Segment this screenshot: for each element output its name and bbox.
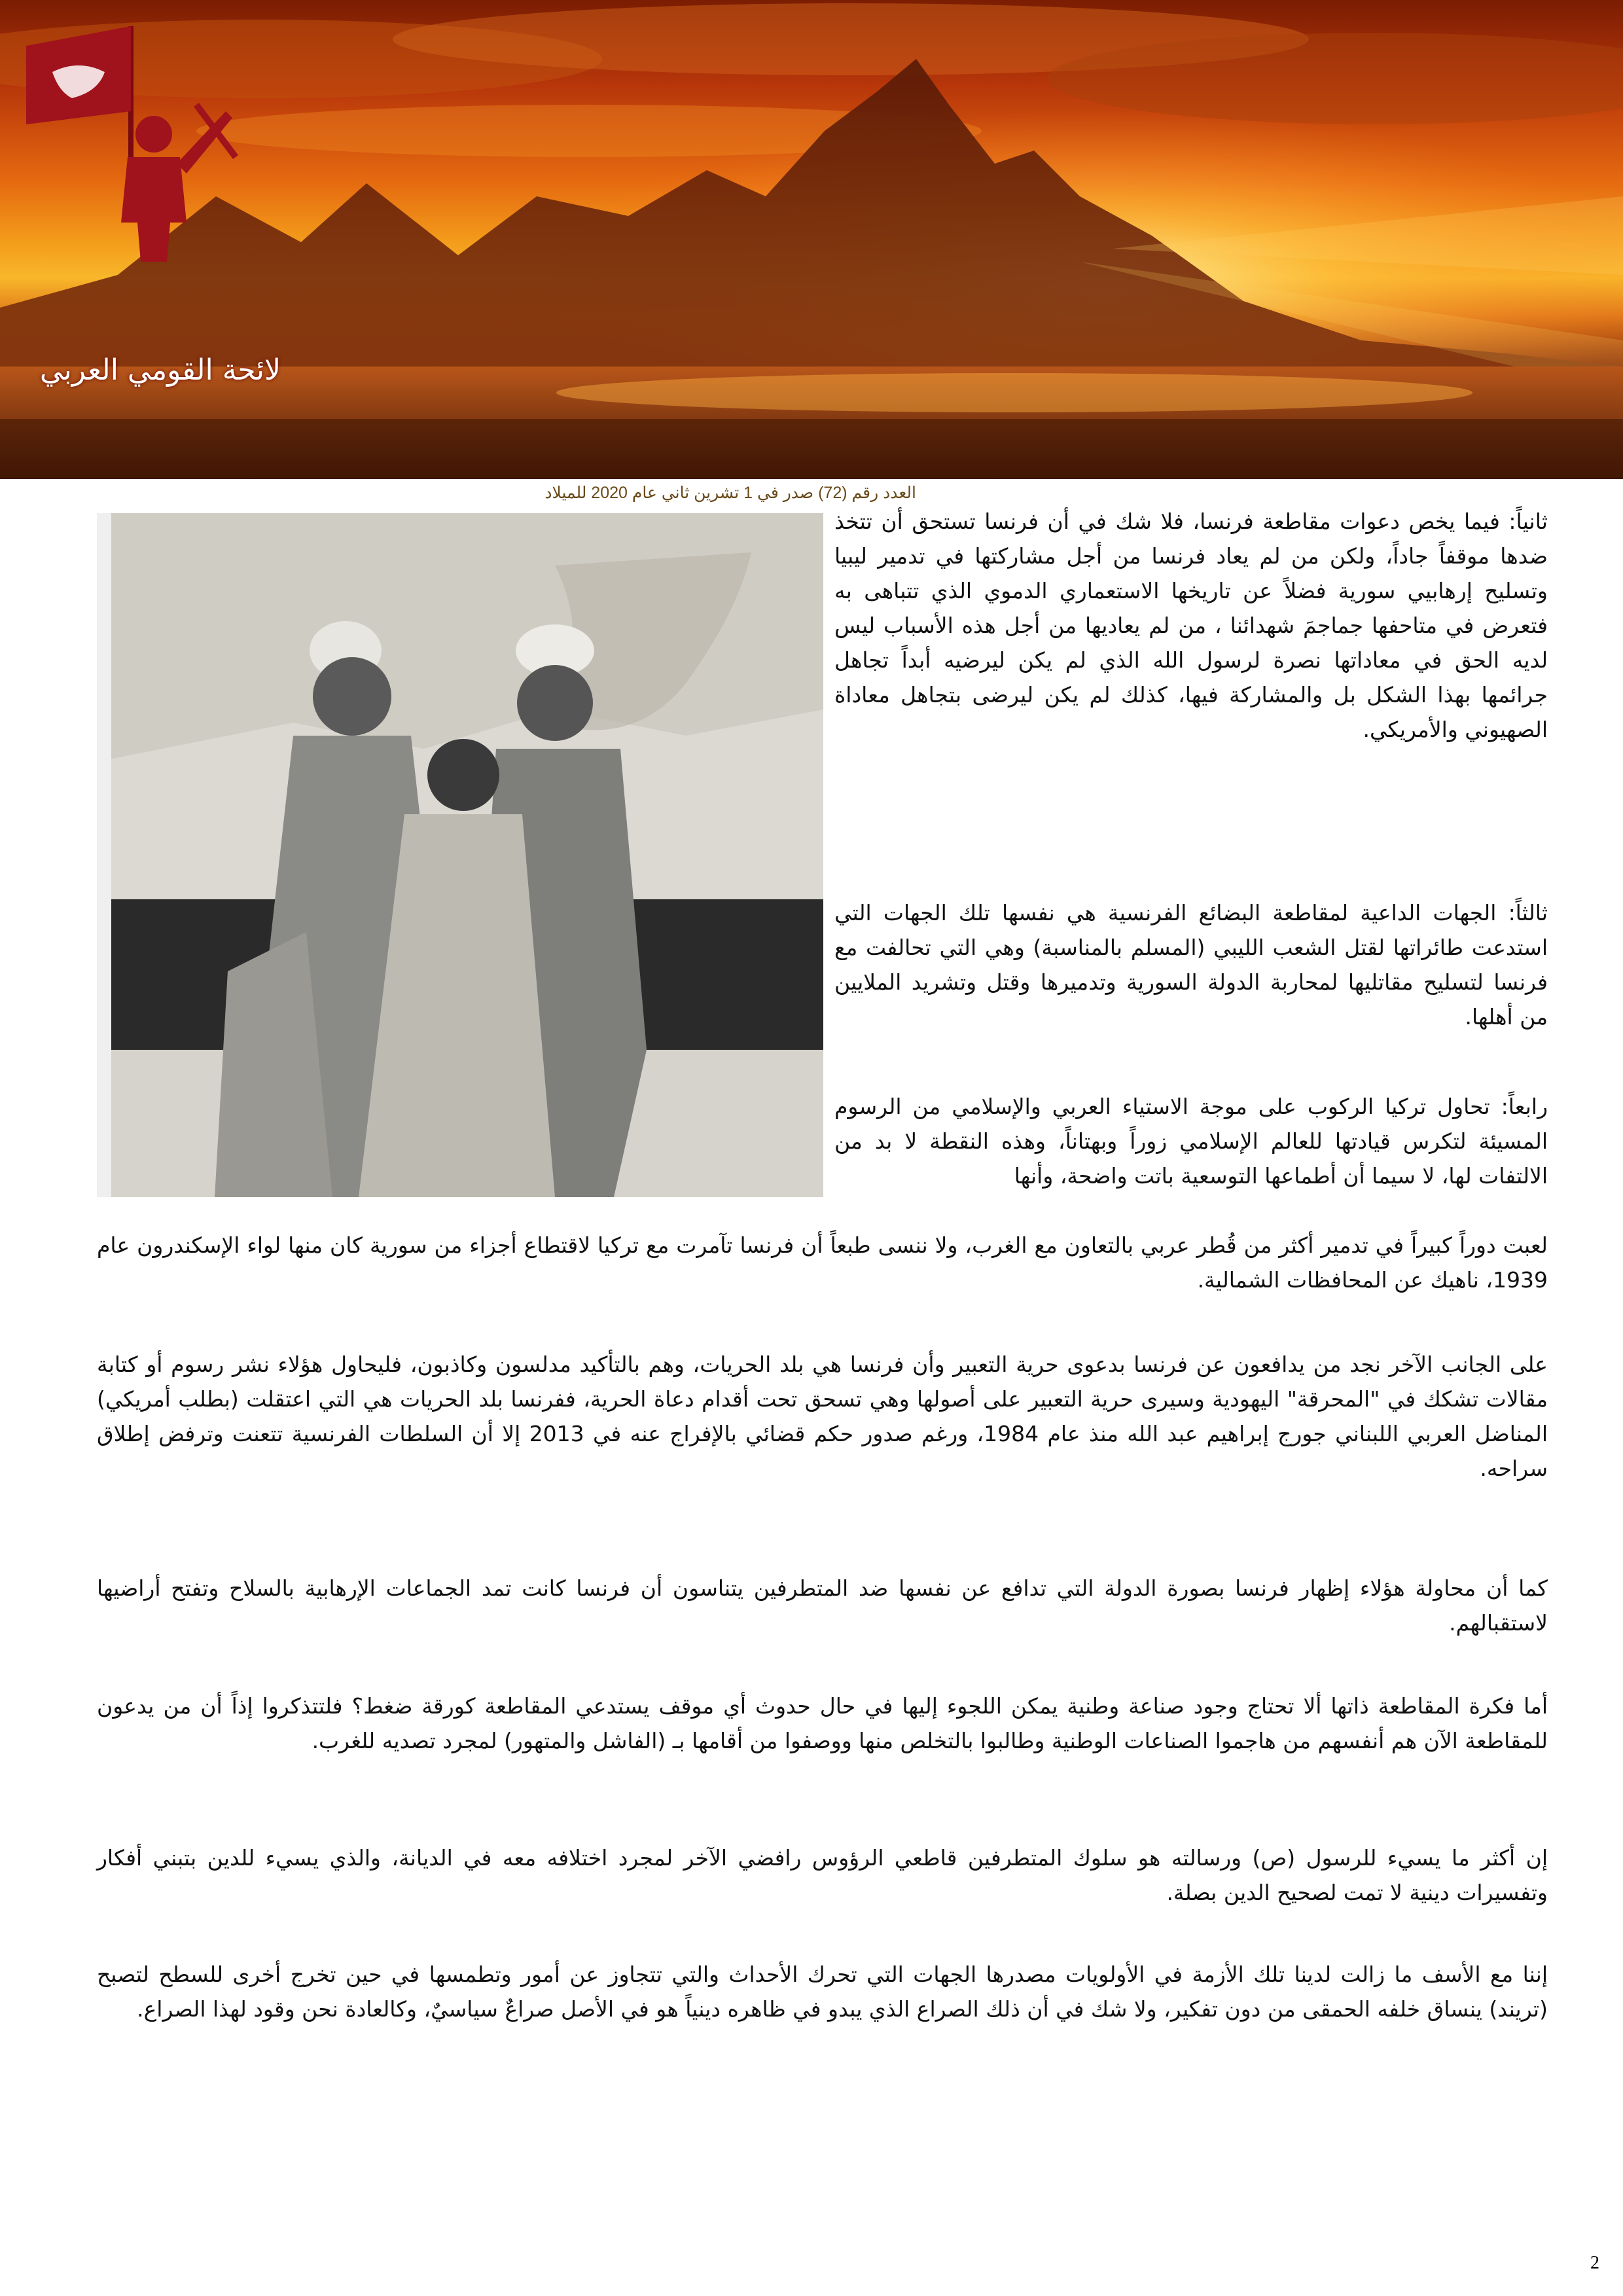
historical-photo (97, 513, 823, 1197)
paragraph-fourth-point-continued: لعبت دوراً كبيراً في تدمير أكثر من قُطر عربي بالتعاون مع الغرب، ولا ننسى طبعاً أن فرنسا تآمرت مع تركيا لاقتطاع أجزاء من سورية كان منها لواء الإسكندرون عام 1939، ناهيك عن المحافظات الشمالية. (97, 1232, 1548, 1293)
paragraph-freedom-of-expression: على الجانب الآخر نجد من يدافعون عن فرنسا بدعوى حرية التعبير وأن فرنسا هي بلد الحريات، وهم بالتأكيد مدلسون وكاذبون، فليحاول هؤلاء نشر رسوم أو كتابة مقالات تشكك في "المحرقة" اليهودية وسيرى حرية التعبير على أصولها وهي تسحق تحت أقدام دعاة الحرية، ففرنسا بلد الحريات هي التي اعتقلت (بطلب أمريكي) المناضل العربي اللبناني جورج إبراهيم عبد الله منذ عام 1984، ورغم صدور حكم قضائي بالإفراج عنه في 2013 إلا أن السلطات الفرنسية تتعنت وترفض إطلاق سراحه. (97, 1352, 1548, 1481)
paragraph-fourth-point: رابعاً: تحاول تركيا الركوب على موجة الاستياء العربي والإسلامي من الرسوم المسيئة لتكرس قيادتها للعالم الإسلامي زوراً وبهتاناً، وهذه النقطة لا بد من الالتفات لها، لا سيما أن أطماعها التوسعية باتت واضحة، وأنها (834, 1094, 1548, 1189)
header-banner (0, 0, 1623, 479)
paragraph-priorities: إننا مع الأسف ما زالت لدينا تلك الأزمة في الأولويات مصدرها الجهات التي تحرك الأحداث والتي تتجاوز عن أمور وتطمسها في حين تخرج أخرى للسطح لتصبح (تريند) ينساق خلفه الحمقى من دون تفكير، ولا شك في أن ذلك الصراع الذي يبدو في ظاهره دينياً هو في الأصل صراعٌ سياسيٌ، وكالعادة نحن وقود لهذا الصراع. (97, 1962, 1548, 2022)
paragraph-prophet: إن أكثر ما يسيء للرسول (ص) ورسالته هو سلوك المتطرفين قاطعي الرؤوس رافضي الآخر لمجرد اختلافه معه في الديانة، والذي يسيء للدين بتبني أفكار وتفسيرات دينية لا تمت لصحيح الدين بصلة. (97, 1845, 1548, 1905)
logo-icon (0, 0, 275, 275)
paragraph-extremists: كما أن محاولة هؤلاء إظهار فرنسا بصورة الدولة التي تدافع عن نفسها ضد المتطرفين يتناسون أن فرنسا كانت تمد الجماعات الإرهابية بالسلاح وتفتح أراضيها لاستقبالهم. (97, 1575, 1548, 1636)
paragraph-third-point: ثالثاً: الجهات الداعية لمقاطعة البضائع الفرنسية هي نفسها تلك الجهات التي استدعت طائراتها لقتل الشعب الليبي (المسلم بالمناسبة) وهي التي تحالفت مع فرنسا لتسليح مقاتليها لمحاربة الدولة السورية وتدميرها وقتل وتشريد الملايين من أهلها. (834, 900, 1548, 1030)
paragraph-second-point: ثانياً: فيما يخص دعوات مقاطعة فرنسا، فلا شك في أن فرنسا تستحق أن تتخذ ضدها موقفاً جاداً، ولكن من لم يعاد فرنسا من أجل مشاركتها في تدمير ليبيا وتسليح إرهابيي سورية فضلاً عن تاريخها الاستعماري الدموي الذي تتباهى به فتعرض في متاحفها جماجمَ شهدائنا ، من لم يعاديها من أجل هذه الأسباب ليس لديه الحق في معاداتها نصرة لرسول الله الذي لم يكن ليرضيه أبداً تجاهل جرائمها بهذا الشكل بل والمشاركة فيها، كذلك لم يكن ليرضى بتجاهل معاداة الصهيوني والأمريكي. (834, 509, 1548, 742)
issue-line: العدد رقم (72) صدر في 1 تشرين ثاني عام 2020 للميلاد (544, 484, 916, 502)
page-number: 2 (1590, 2253, 1599, 2273)
paragraph-boycott-idea: أما فكرة المقاطعة ذاتها ألا تحتاج وجود صناعة وطنية يمكن اللجوء إليها في حال حدوث أي موقف يستدعي المقاطعة كورقة ضغط؟ فلتتذكروا إذاً أن من يدعون للمقاطعة الآن هم أنفسهم من هاجموا الصناعات الوطنية وطالبوا بالتخلص منها ووصفوا من أقامها بـ (الفاشل والمتهور) لمجرد تصديه للغرب. (97, 1693, 1548, 1753)
logo-text: لائحة القومي العربي (39, 353, 281, 387)
